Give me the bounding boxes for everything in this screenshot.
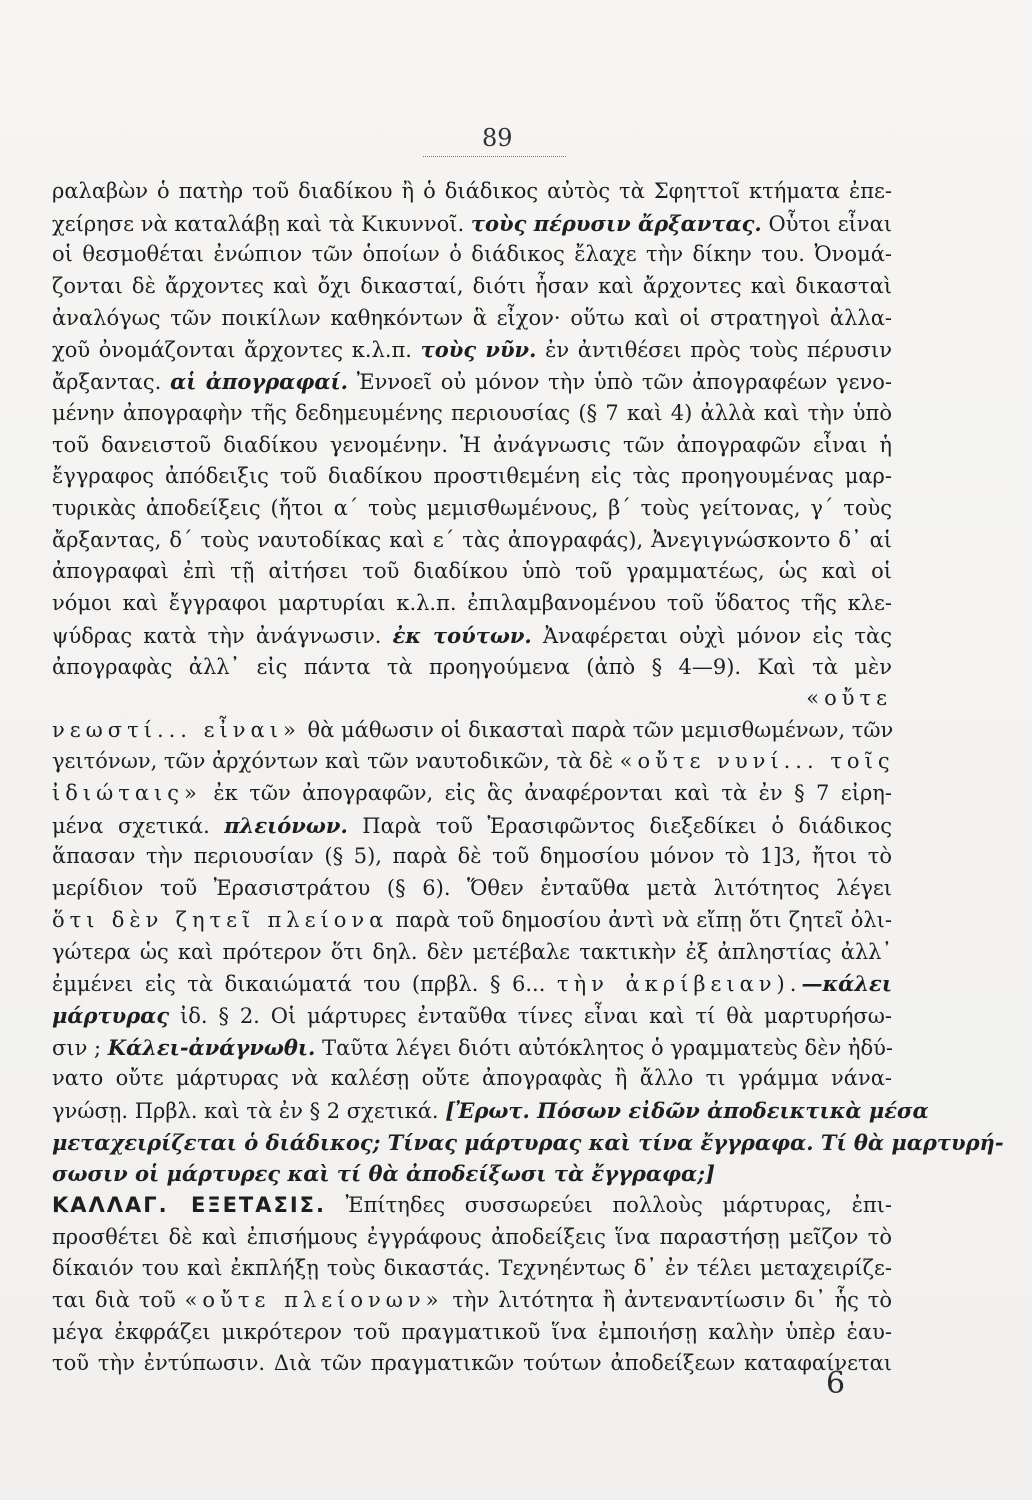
text-run: ἐν ἀντιθέσει πρὸς τοὺς πέρυσιν	[545, 338, 892, 363]
text-run: ψύδρας κατὰ τὴν ἀνάγνωσιν.	[52, 623, 382, 648]
text-line	[52, 620, 892, 652]
text-run: τοῦ δανειστοῦ διαδίκου γενομένην. Ἡ ἀνάγνωσις τῶν ἀπογραφῶν εἶναι ἡ	[52, 432, 892, 457]
text-run: ἔγγραφος ἀπόδειξις τοῦ διαδίκου προστιθεμένη εἰς τὰς προηγουμένας μαρ-	[52, 464, 892, 489]
text-line	[52, 683, 892, 715]
text-line	[52, 366, 892, 398]
text-line	[52, 239, 892, 271]
text-run: προσθέτει δὲ καὶ ἐπισήμους ἐγγράφους ἀποδείξεις ἵνα παραστήσῃ μεῖζον τὸ	[52, 1224, 892, 1249]
text-line	[52, 1000, 892, 1032]
text-run: ἐκ τῶν ἀπογραφῶν, εἰς ἃς ἀναφέρονται καὶ τὰ ἐν § 7 εἰρη-	[213, 781, 892, 806]
text-run: Ἐπίτηδες συσσωρεύει πολλοὺς μάρτυρας, ἐπι-	[345, 1193, 892, 1217]
text-run: ραλαβὼν ὁ πατὴρ τοῦ διαδίκου ἢ ὁ διάδικος αὐτὸς τὰ Σφηττοῖ κτήματα ἐπε-	[52, 179, 892, 203]
text-run: Οὗτοι εἶναι	[768, 211, 892, 236]
text-line	[52, 556, 892, 588]
text-line	[52, 493, 892, 525]
text-run: ἄρξαντας.	[52, 370, 162, 395]
text-run: ζονται δὲ ἄρχοντες καὶ ὄχι δικασταί, διότι ἦσαν καὶ ἄρχοντες καὶ δικασταὶ	[52, 274, 892, 299]
text-line	[52, 271, 892, 303]
text-line	[52, 1158, 892, 1190]
lemma: τοὺς νῦν.	[420, 337, 537, 363]
text-line	[52, 398, 892, 430]
spaced-quote: «οὔτε νυνί... τοῖς	[619, 749, 895, 774]
text-run: Ἀναφέρεται οὐχὶ μόνον εἰς τὰς	[542, 623, 892, 648]
text-run: ἀπογραφαὶ ἐπὶ τῇ αἰτήσει τοῦ διαδίκου ὑπὸ τοῦ γραμματέως, ὡς καὶ οἱ	[52, 559, 892, 584]
lemma: ἐκ τούτων.	[392, 622, 532, 648]
text-line	[52, 778, 892, 810]
text-line	[52, 176, 892, 208]
text-line	[52, 1095, 929, 1127]
text-line	[52, 303, 892, 335]
header-rule	[423, 156, 566, 157]
spaced-quote: ἰδιώταις»	[52, 781, 202, 806]
text-run: τοῦ τὴν ἐντύπωσιν. Διὰ τῶν πραγματικῶν τούτων ἀποδείξεων καταφαίνεται	[52, 1351, 892, 1376]
lemma: Κάλει-ἀνάγνωθι.	[107, 1034, 316, 1060]
text-run: γνώσῃ. Πρβλ. καὶ τὰ ἐν § 2 σχετικά.	[52, 1098, 439, 1123]
text-line	[52, 461, 892, 493]
text-line	[52, 430, 892, 462]
text-run: ἅπασαν τὴν περιουσίαν (§ 5), παρὰ δὲ τοῦ δημοσίου μόνον τὸ 1]3, ἤτοι τὸ	[52, 844, 892, 869]
text-run: σιν ;	[52, 1035, 102, 1060]
text-line	[52, 841, 892, 873]
text-run: χείρησε νὰ καταλάβῃ καὶ τὰ Κικυννοῖ.	[52, 211, 465, 236]
text-run: μένην ἀπογραφὴν τῆς δεδημευμένης περιουσίας (§ 7 καὶ 4) ἀλλὰ καὶ τὴν ὑπὸ	[52, 400, 892, 425]
text-run: νόμοι καὶ ἔγγραφοι μαρτυρίαι κ.λ.π. ἐπιλαμβανομένου τοῦ ὕδατος τῆς κλε-	[52, 590, 892, 615]
text-line	[52, 1222, 892, 1254]
text-run: παρὰ τοῦ δημοσίου ἀντὶ νὰ εἴπῃ ὅτι ζητεῖ ὀλι-	[395, 907, 892, 932]
section-heading: ΚΑΛΛΑΓ. ΕΞΕΤΑΣΙΣ.	[52, 1193, 326, 1217]
spaced-quote: «οὔτε	[806, 686, 892, 710]
text-line	[52, 715, 892, 747]
text-line	[52, 968, 892, 1000]
text-run: Παρὰ τοῦ Ἐρασιφῶντος διεξεδίκει ὁ διάδικος	[362, 813, 892, 838]
text-run: τὴν λιτότητα ἢ ἀντεναντίωσιν δι᾽ ἧς τὸ	[452, 1288, 892, 1313]
question: σωσιν οἱ μάρτυρες καὶ τί θὰ ἀποδείξωσι τὰ ἔγγραφα;]	[52, 1161, 715, 1187]
signature-mark: 6	[826, 1366, 846, 1401]
text-line	[52, 905, 892, 937]
text-line	[52, 1063, 892, 1095]
text-run: ἀπογραφὰς ἀλλ᾽ εἰς πάντα τὰ προηγούμενα (ἀπὸ § 4—9). Καὶ τὰ μὲν	[52, 655, 892, 680]
text-run: νατο οὔτε μάρτυρας νὰ καλέσῃ οὔτε ἀπογραφὰς ἢ ἄλλο τι γράμμα νάνα-	[52, 1066, 892, 1091]
text-run: ἰδ. § 2. Οἱ μάρτυρες ἐνταῦθα τίνες εἶναι καὶ τί θὰ μαρτυρήσω-	[180, 1003, 892, 1028]
text-run: χοῦ ὀνομάζονται ἄρχοντες κ.λ.π.	[52, 338, 412, 363]
text-run: μένα σχετικά.	[52, 813, 210, 838]
text-line	[52, 525, 892, 557]
text-line	[52, 1253, 892, 1285]
text-line	[52, 937, 892, 969]
text-run: οἱ θεσμοθέται ἐνώπιον τῶν ὁποίων ὁ διάδικος ἔλαχε τὴν δίκην του. Ὀνομά-	[52, 242, 892, 267]
text-line	[52, 1317, 892, 1349]
text-line	[52, 1032, 892, 1064]
lemma: πλειόνων.	[224, 812, 348, 838]
text-line	[52, 1285, 892, 1317]
text-run: γώτερα ὡς καὶ πρότερον ὅτι δηλ. δὲν μετέβαλε τακτικὴν ἐξ ἀπληστίας ἀλλ᾽	[52, 939, 892, 964]
question: μεταχειρίζεται ὁ διάδικος; Τίνας μάρτυρας καὶ τίνα ἔγγραφα. Τί θὰ μαρτυρή-	[52, 1129, 1004, 1155]
text-run: δίκαιόν του καὶ ἐκπλήξῃ τοὺς δικαστάς. Τεχνηέντως δ᾽ ἐν τέλει μεταχειρίζε-	[52, 1256, 892, 1281]
text-run: ται διὰ τοῦ	[52, 1288, 176, 1313]
lemma: τοὺς πέρυσιν ἄρξαντας.	[470, 210, 762, 236]
text-run: ἄρξαντας, δ΄ τοὺς ναυτοδίκας καὶ ε΄ τὰς ἀπογραφάς), Ἀνεγιγνώσκοντο δ᾽ αἱ	[52, 527, 892, 552]
text-run: γειτόνων, τῶν ἀρχόντων καὶ τῶν ναυτοδικῶν, τὰ δὲ	[52, 749, 613, 774]
lemma: μάρτυρας	[52, 1002, 170, 1028]
page-number: 89	[482, 124, 513, 152]
spaced-quote: ὅτι δὲν ζητεῖ πλείονα	[52, 907, 389, 932]
spaced-quote: «οὔτε πλείονων»	[184, 1288, 444, 1313]
text-line	[52, 746, 895, 778]
spaced-quote: τὴν ἀκρίβειαν).	[556, 972, 802, 997]
text-run: ἀναλόγως τῶν ποικίλων καθηκόντων ἃ εἶχον· οὕτω καὶ οἱ στρατηγοὶ ἀλλα-	[52, 305, 892, 330]
spaced-quote: νεωστί... εἶναι»	[52, 717, 301, 742]
text-line	[52, 588, 892, 620]
lemma: —κάλει	[801, 971, 892, 997]
text-line	[52, 1127, 1004, 1159]
text-run: θὰ μάθωσιν οἱ δικασταὶ παρὰ τῶν μεμισθωμένων, τῶν	[307, 717, 894, 742]
text-run: Ἐννοεῖ οὐ μόνον τὴν ὑπὸ τῶν ἀπογραφέων γενο-	[356, 370, 892, 395]
text-line	[52, 1190, 892, 1222]
body-text	[52, 176, 1004, 1380]
question: [Ἐρωτ. Πόσων εἰδῶν ἀποδεικτικὰ μέσα	[445, 1097, 929, 1123]
text-line	[52, 334, 892, 366]
text-run: τυρικὰς ἀποδείξεις (ἤτοι α΄ τοὺς μεμισθωμένους, β΄ τοὺς γείτονας, γ΄ τοὺς	[52, 495, 892, 520]
text-line	[52, 810, 892, 842]
text-run: μερίδιον τοῦ Ἐρασιστράτου (§ 6). Ὅθεν ἐνταῦθα μετὰ λιτότητος λέγει	[52, 876, 892, 901]
text-run: Ταῦτα λέγει διότι αὐτόκλητος ὁ γραμματεὺς δὲν ἠδύ-	[322, 1035, 893, 1060]
text-run: ἐμμένει εἰς τὰ δικαιώματά του (πρβλ. § 6...	[52, 972, 546, 997]
text-line	[52, 1348, 892, 1380]
lemma: αἱ ἀπογραφαί.	[170, 369, 348, 395]
text-line	[52, 651, 892, 683]
text-line	[52, 208, 892, 240]
text-line	[52, 873, 892, 905]
text-run: μέγα ἐκφράζει μικρότερον τοῦ πραγματικοῦ ἵνα ἐμποιήσῃ καλὴν ὑπὲρ ἑαυ-	[52, 1319, 892, 1344]
